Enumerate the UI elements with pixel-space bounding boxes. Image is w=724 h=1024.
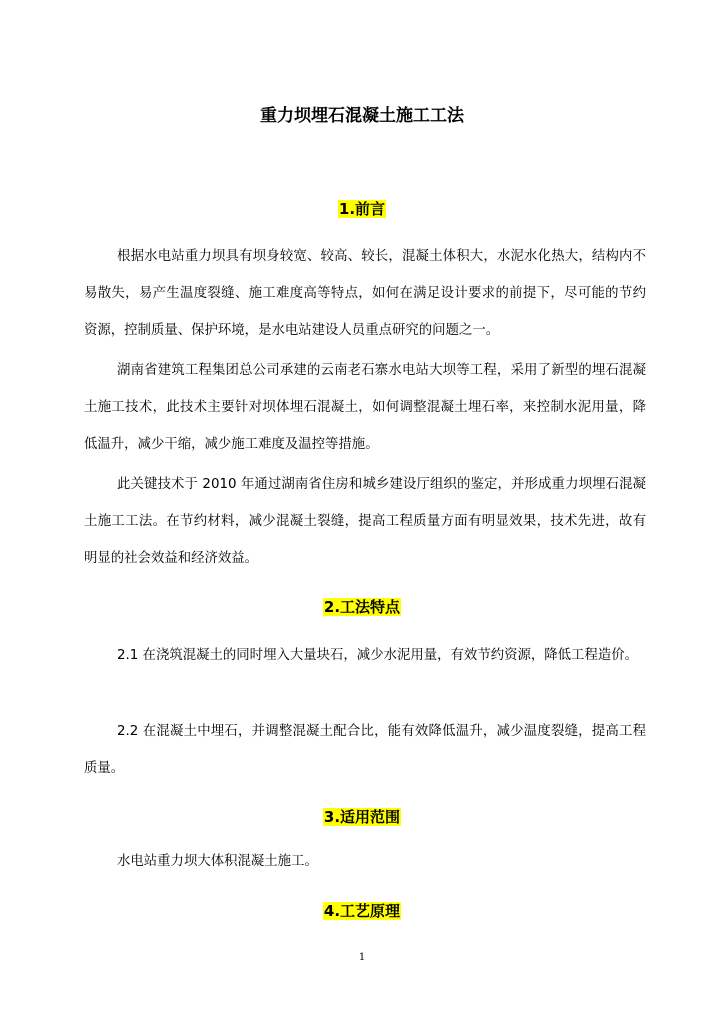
paragraph: 2.1 在浇筑混凝土的同时埋入大量块石，减少水泥用量，有效节约资源，降低工程造价。 bbox=[117, 648, 639, 663]
section-heading-text: 3.适用范围 bbox=[323, 808, 401, 826]
paragraph: 湖南省建筑工程集团总公司承建的云南老石寨水电站大坝等工程，采用了新型的埋石混凝土施工技术，此技术主要针对坝体埋石混凝土，如何调整混凝土埋石率，来控制水泥用量，降低温升，减少干缩，减少施工难度及温控等措施。 bbox=[84, 363, 646, 452]
paragraph: 2.2 在混凝土中埋石，并调整混凝土配合比，能有效降低温升，减少温度裂缝，提高工程质量。 bbox=[84, 724, 646, 776]
paragraph: 水电站重力坝大体积混凝土施工。 bbox=[117, 854, 318, 869]
section-heading-features bbox=[0, 596, 724, 618]
page-number: 1 bbox=[358, 952, 366, 963]
paragraph: 此关键技术于 2010 年通过湖南省住房和城乡建设厅组织的鉴定，并形成重力坝埋石混凝土施工工法。在节约材料，减少混凝土裂缝，提高工程质量方面有明显效果，技术先进，故有明显的社会效益和经济效益。 bbox=[84, 477, 646, 566]
section-heading-text: 1.前言 bbox=[338, 200, 386, 218]
section-heading-principle bbox=[0, 900, 724, 922]
document-title: 重力坝埋石混凝土施工工法 bbox=[260, 106, 464, 126]
section-heading-text: 4.工艺原理 bbox=[323, 902, 401, 920]
section-heading-scope bbox=[0, 806, 724, 828]
paragraph: 根据水电站重力坝具有坝身较宽、较高、较长，混凝土体积大，水泥水化热大，结构内不易散失，易产生温度裂缝、施工难度高等特点，如何在满足设计要求的前提下，尽可能的节约资源，控制质量、保护环境，是水电站建设人员重点研究的问题之一。 bbox=[84, 249, 646, 338]
section-heading-preface bbox=[0, 198, 724, 220]
section-heading-text: 2.工法特点 bbox=[323, 598, 401, 616]
